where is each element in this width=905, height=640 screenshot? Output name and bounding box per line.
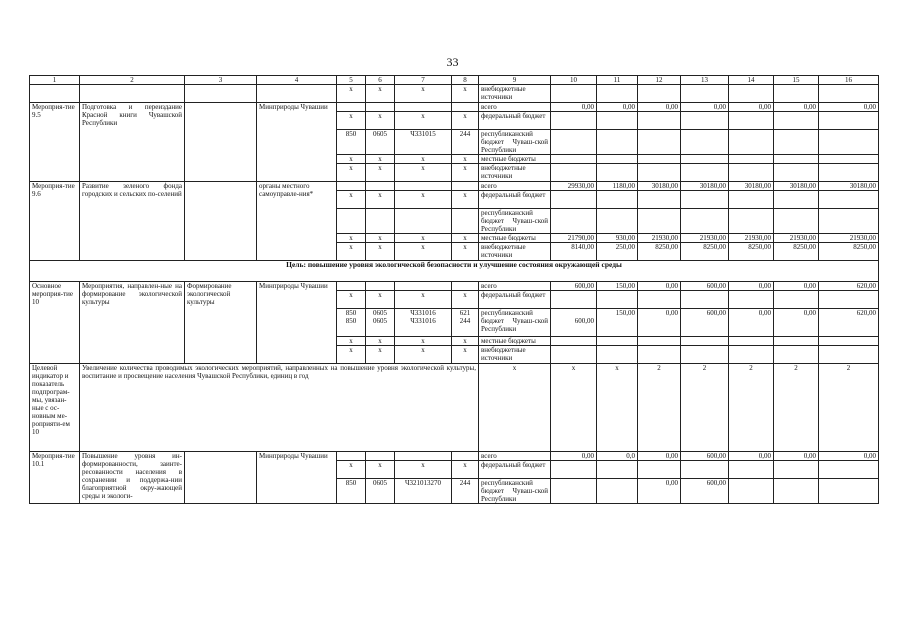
amount-cell: 21930,00 — [638, 234, 681, 243]
code-cell: x — [337, 85, 366, 103]
amount-cell — [819, 461, 879, 479]
amount-cell: 0,00 — [774, 282, 819, 291]
amount-cell — [638, 461, 681, 479]
column-number: 2 — [80, 76, 185, 85]
amount-cell — [819, 209, 879, 234]
amount-cell — [729, 479, 774, 504]
code-cell: x — [337, 243, 366, 261]
amount-cell: 21930,00 — [774, 234, 819, 243]
code-cell: x — [337, 164, 366, 182]
amount-cell: 0,00 — [638, 309, 681, 337]
amount-cell — [597, 112, 638, 130]
indicator-source: x — [479, 364, 551, 452]
table-row — [30, 85, 879, 103]
measure-name: Мероприя-тие 9.6 — [30, 182, 80, 261]
amount-cell — [681, 346, 729, 364]
empty-cell — [597, 85, 638, 103]
code-cell — [452, 209, 479, 234]
code-cell — [452, 452, 479, 461]
code-cell: x — [366, 234, 395, 243]
amount-cell — [551, 209, 597, 234]
funding-source: всего — [479, 103, 551, 112]
empty-cell — [638, 85, 681, 103]
code-cell: x — [452, 155, 479, 164]
funding-source: республиканский бюджет Чуваш-ской Республики — [479, 309, 551, 337]
indicator-value: x — [551, 364, 597, 452]
code-cell: x — [452, 337, 479, 346]
column-number: 4 — [257, 76, 337, 85]
code-cell: x — [366, 346, 395, 364]
goal-heading: Цель: повышение уровня экологической безопасности и улучшение состояния окружающей среды — [30, 261, 879, 282]
amount-cell — [681, 130, 729, 155]
code-cell: x — [366, 243, 395, 261]
column-number: 15 — [774, 76, 819, 85]
code-cell — [452, 182, 479, 191]
empty-cell — [729, 85, 774, 103]
funding-source: местные бюджеты — [479, 155, 551, 164]
amount-cell: 150,00 — [597, 309, 638, 337]
goal-row — [30, 261, 879, 282]
code-cell: x — [395, 191, 452, 209]
code-cell: Ч331015 — [395, 130, 452, 155]
amount-cell — [729, 130, 774, 155]
indicator-description: Увеличение количества проводимых экологических мероприятий, направленных на повышение уровня экологической культуры, воспитание и просвещение населения Чувашской Республики, единиц в год — [80, 364, 479, 452]
code-cell: x — [452, 85, 479, 103]
amount-cell — [681, 191, 729, 209]
amount-cell: 0,00 — [774, 309, 819, 337]
funding-source: республиканский бюджет Чуваш-ской Республики — [479, 130, 551, 155]
amount-cell: 0,00 — [774, 452, 819, 461]
column-number: 1 — [30, 76, 80, 85]
amount-cell — [551, 461, 597, 479]
code-cell — [337, 452, 366, 461]
amount-cell: 21790,00 — [551, 234, 597, 243]
amount-cell: 0,00 — [681, 103, 729, 112]
amount-cell — [597, 164, 638, 182]
amount-cell — [551, 191, 597, 209]
amount-cell: 0,00 — [729, 103, 774, 112]
code-cell: x — [395, 112, 452, 130]
code-cell: x — [395, 243, 452, 261]
amount-cell — [551, 112, 597, 130]
code-cell — [337, 209, 366, 234]
code-cell — [395, 452, 452, 461]
code-cell: x — [366, 85, 395, 103]
amount-cell — [729, 337, 774, 346]
column-number: 14 — [729, 76, 774, 85]
responsible-executor: Минприроды Чувашии — [257, 452, 337, 504]
funding-source: республиканский бюджет Чуваш-ской Республики — [479, 209, 551, 234]
amount-cell — [597, 479, 638, 504]
measure-name: Мероприя-тие 9.5 — [30, 103, 80, 182]
amount-cell — [729, 461, 774, 479]
table-row — [30, 282, 879, 291]
code-cell: x — [337, 191, 366, 209]
code-cell: 0605 — [366, 130, 395, 155]
code-cell: 244 — [452, 130, 479, 155]
amount-cell — [551, 130, 597, 155]
amount-cell: 600,00 — [681, 309, 729, 337]
amount-cell — [729, 164, 774, 182]
code-cell: x — [395, 164, 452, 182]
amount-cell — [681, 112, 729, 130]
amount-cell: 29930,00 — [551, 182, 597, 191]
empty-cell — [30, 85, 80, 103]
amount-cell — [819, 346, 879, 364]
column-number: 9 — [479, 76, 551, 85]
amount-cell — [638, 155, 681, 164]
code-cell — [337, 103, 366, 112]
code-cell: 621 244 — [452, 309, 479, 337]
funding-source: федеральный бюджет — [479, 112, 551, 130]
code-cell: x — [337, 337, 366, 346]
amount-cell — [638, 209, 681, 234]
amount-cell: 0,00 — [551, 452, 597, 461]
code-cell: Ч331016 Ч331016 — [395, 309, 452, 337]
measure-name: Мероприя-тие 10.1 — [30, 452, 80, 504]
amount-cell: 30180,00 — [681, 182, 729, 191]
amount-cell: 620,00 — [819, 282, 879, 291]
amount-cell: 600,00 — [681, 282, 729, 291]
code-cell: x — [366, 112, 395, 130]
funding-source: местные бюджеты — [479, 337, 551, 346]
indicator-name: Целевой индикатор и показатель подпрограм-мы, увязан-ные с ос-новным ме-роприяти-ем 10 — [30, 364, 80, 452]
amount-cell: 8250,00 — [819, 243, 879, 261]
code-cell: x — [366, 461, 395, 479]
amount-cell — [774, 479, 819, 504]
code-cell — [337, 282, 366, 291]
funding-source: республиканский бюджет Чуваш-ской Республики — [479, 479, 551, 504]
amount-cell: 0,00 — [729, 452, 774, 461]
code-cell: 850 — [337, 130, 366, 155]
amount-cell — [681, 291, 729, 309]
amount-cell — [597, 461, 638, 479]
amount-cell — [597, 346, 638, 364]
amount-cell: 0,00 — [638, 452, 681, 461]
amount-cell — [597, 155, 638, 164]
amount-cell: 0,00 — [774, 103, 819, 112]
page-number: 33 — [446, 55, 459, 69]
amount-cell: 21930,00 — [729, 234, 774, 243]
code-cell: x — [452, 243, 479, 261]
program-table — [29, 75, 879, 504]
amount-cell — [729, 112, 774, 130]
column-number: 10 — [551, 76, 597, 85]
amount-cell — [638, 346, 681, 364]
code-cell: x — [366, 291, 395, 309]
column-number: 7 — [395, 76, 452, 85]
code-cell: x — [452, 461, 479, 479]
amount-cell — [819, 130, 879, 155]
empty-cell — [681, 85, 729, 103]
code-cell: x — [366, 155, 395, 164]
measure-description: Развитие зеленого фонда городских и сельских по-селений — [80, 182, 185, 261]
code-cell — [366, 452, 395, 461]
code-cell: x — [337, 346, 366, 364]
amount-cell — [597, 291, 638, 309]
indicator-value: 2 — [729, 364, 774, 452]
amount-cell — [819, 191, 879, 209]
code-cell: x — [337, 112, 366, 130]
amount-cell — [681, 164, 729, 182]
amount-cell — [774, 130, 819, 155]
responsible-executor: органы местного самоуправле-ния* — [257, 182, 337, 261]
amount-cell — [551, 346, 597, 364]
column-number: 11 — [597, 76, 638, 85]
funding-source: федеральный бюджет — [479, 191, 551, 209]
amount-cell — [638, 112, 681, 130]
amount-cell — [729, 346, 774, 364]
column-number: 16 — [819, 76, 879, 85]
amount-cell: 600,00 — [551, 309, 597, 337]
code-cell — [366, 103, 395, 112]
empty-cell — [257, 85, 337, 103]
indicator-value: 2 — [681, 364, 729, 452]
amount-cell — [819, 155, 879, 164]
code-cell — [452, 282, 479, 291]
amount-cell: 21930,00 — [681, 234, 729, 243]
funding-source: местные бюджеты — [479, 234, 551, 243]
code-cell: 244 — [452, 479, 479, 504]
amount-cell: 0,00 — [638, 103, 681, 112]
amount-cell — [819, 337, 879, 346]
code-cell — [395, 282, 452, 291]
amount-cell: 30180,00 — [729, 182, 774, 191]
amount-cell: 0,00 — [638, 282, 681, 291]
code-cell: x — [452, 346, 479, 364]
amount-cell — [774, 346, 819, 364]
indicator-value: x — [597, 364, 638, 452]
column-number: 13 — [681, 76, 729, 85]
amount-cell — [638, 164, 681, 182]
amount-cell — [551, 479, 597, 504]
table-row — [30, 182, 879, 191]
amount-cell: 1180,00 — [597, 182, 638, 191]
indicator-value: 2 — [638, 364, 681, 452]
code-cell: x — [395, 85, 452, 103]
amount-cell — [819, 112, 879, 130]
measure-name: Основное мероприя-тие 10 — [30, 282, 80, 364]
funding-source: внебюджетные источники — [479, 346, 551, 364]
amount-cell — [597, 337, 638, 346]
amount-cell — [551, 291, 597, 309]
amount-cell — [774, 155, 819, 164]
amount-cell — [774, 112, 819, 130]
code-cell — [395, 209, 452, 234]
table-row — [30, 103, 879, 112]
funding-source: внебюджетные источники — [479, 243, 551, 261]
code-cell: x — [395, 155, 452, 164]
amount-cell: 0,00 — [729, 282, 774, 291]
empty-cell — [185, 182, 257, 261]
code-cell — [366, 182, 395, 191]
funding-source: всего — [479, 182, 551, 191]
amount-cell — [729, 291, 774, 309]
amount-cell — [819, 291, 879, 309]
amount-cell: 150,00 — [597, 282, 638, 291]
column-number: 12 — [638, 76, 681, 85]
amount-cell — [681, 155, 729, 164]
amount-cell — [729, 209, 774, 234]
funding-source: федеральный бюджет — [479, 291, 551, 309]
code-cell: x — [452, 191, 479, 209]
code-cell: x — [337, 155, 366, 164]
code-cell — [395, 182, 452, 191]
empty-cell — [819, 85, 879, 103]
amount-cell — [597, 130, 638, 155]
amount-cell: 8140,00 — [551, 243, 597, 261]
code-cell: x — [395, 234, 452, 243]
code-cell: x — [366, 164, 395, 182]
amount-cell: 0,00 — [638, 479, 681, 504]
empty-cell — [185, 103, 257, 182]
responsible-executor: Минприроды Чувашии — [257, 103, 337, 182]
funding-source: внебюджетные источники — [479, 164, 551, 182]
amount-cell: 30180,00 — [774, 182, 819, 191]
amount-cell: 600,00 — [551, 282, 597, 291]
code-cell: x — [337, 461, 366, 479]
measure-task: Формирование экологической культуры — [185, 282, 257, 364]
amount-cell — [551, 155, 597, 164]
amount-cell — [681, 337, 729, 346]
amount-cell — [774, 291, 819, 309]
amount-cell: 600,00 — [681, 479, 729, 504]
empty-cell — [774, 85, 819, 103]
amount-cell — [729, 155, 774, 164]
code-cell: x — [395, 291, 452, 309]
amount-cell — [638, 337, 681, 346]
header-row — [30, 76, 879, 85]
funding-source: федеральный бюджет — [479, 461, 551, 479]
funding-source: всего — [479, 452, 551, 461]
code-cell: 850 850 — [337, 309, 366, 337]
code-cell: x — [366, 337, 395, 346]
amount-cell: 600,00 — [681, 452, 729, 461]
code-cell: x — [395, 346, 452, 364]
code-cell — [366, 282, 395, 291]
amount-cell: 8250,00 — [774, 243, 819, 261]
amount-cell — [729, 191, 774, 209]
code-cell — [395, 103, 452, 112]
indicator-value: 2 — [819, 364, 879, 452]
code-cell: x — [452, 112, 479, 130]
amount-cell: 0,00 — [551, 103, 597, 112]
amount-cell — [551, 337, 597, 346]
amount-cell — [774, 337, 819, 346]
code-cell — [452, 103, 479, 112]
amount-cell: 30180,00 — [638, 182, 681, 191]
amount-cell — [774, 461, 819, 479]
measure-description: Мероприятия, направлен-ные на формирование экологической культуры — [80, 282, 185, 364]
code-cell: x — [337, 234, 366, 243]
amount-cell — [638, 130, 681, 155]
code-cell: Ч321013270 — [395, 479, 452, 504]
code-cell: x — [395, 461, 452, 479]
empty-cell — [185, 85, 257, 103]
amount-cell: 21930,00 — [819, 234, 879, 243]
amount-cell — [774, 164, 819, 182]
column-number: 8 — [452, 76, 479, 85]
amount-cell: 8250,00 — [681, 243, 729, 261]
amount-cell: 620,00 — [819, 309, 879, 337]
empty-cell — [185, 452, 257, 504]
measure-description: Повышение уровня ин-формированности, заинте-ресованности населения в сохранении и поддержа-нии благоприятной окру-жающей среды и экологи- — [80, 452, 185, 504]
code-cell — [366, 209, 395, 234]
amount-cell: 0,00 — [819, 103, 879, 112]
responsible-executor: Минприроды Чувашии — [257, 282, 337, 364]
code-cell: x — [337, 291, 366, 309]
amount-cell — [597, 191, 638, 209]
amount-cell — [638, 191, 681, 209]
amount-cell — [638, 291, 681, 309]
amount-cell — [681, 461, 729, 479]
column-number: 6 — [366, 76, 395, 85]
amount-cell — [819, 164, 879, 182]
amount-cell: 8250,00 — [729, 243, 774, 261]
funding-source: всего — [479, 282, 551, 291]
amount-cell — [551, 164, 597, 182]
code-cell: 0605 — [366, 479, 395, 504]
funding-source: внебюджетные источники — [479, 85, 551, 103]
amount-cell: 0,00 — [729, 309, 774, 337]
amount-cell: 250,00 — [597, 243, 638, 261]
column-number: 3 — [185, 76, 257, 85]
amount-cell — [597, 209, 638, 234]
amount-cell: 0,00 — [597, 103, 638, 112]
code-cell: x — [452, 164, 479, 182]
amount-cell: 30180,00 — [819, 182, 879, 191]
code-cell: x — [366, 191, 395, 209]
code-cell: x — [452, 234, 479, 243]
code-cell: x — [395, 337, 452, 346]
empty-cell — [80, 85, 185, 103]
code-cell: x — [452, 291, 479, 309]
indicator-row — [30, 364, 879, 452]
amount-cell — [774, 191, 819, 209]
code-cell: 850 — [337, 479, 366, 504]
amount-cell: 930,00 — [597, 234, 638, 243]
amount-cell: 0,0 — [597, 452, 638, 461]
measure-description: Подготовка и переиздание Красной книги Чувашской Республики — [80, 103, 185, 182]
code-cell — [337, 182, 366, 191]
code-cell: 0605 0605 — [366, 309, 395, 337]
amount-cell: 8250,00 — [638, 243, 681, 261]
table-row — [30, 452, 879, 461]
column-number: 5 — [337, 76, 366, 85]
empty-cell — [551, 85, 597, 103]
amount-cell: 0,00 — [819, 452, 879, 461]
amount-cell — [681, 209, 729, 234]
amount-cell — [774, 209, 819, 234]
indicator-value: 2 — [774, 364, 819, 452]
amount-cell — [819, 479, 879, 504]
